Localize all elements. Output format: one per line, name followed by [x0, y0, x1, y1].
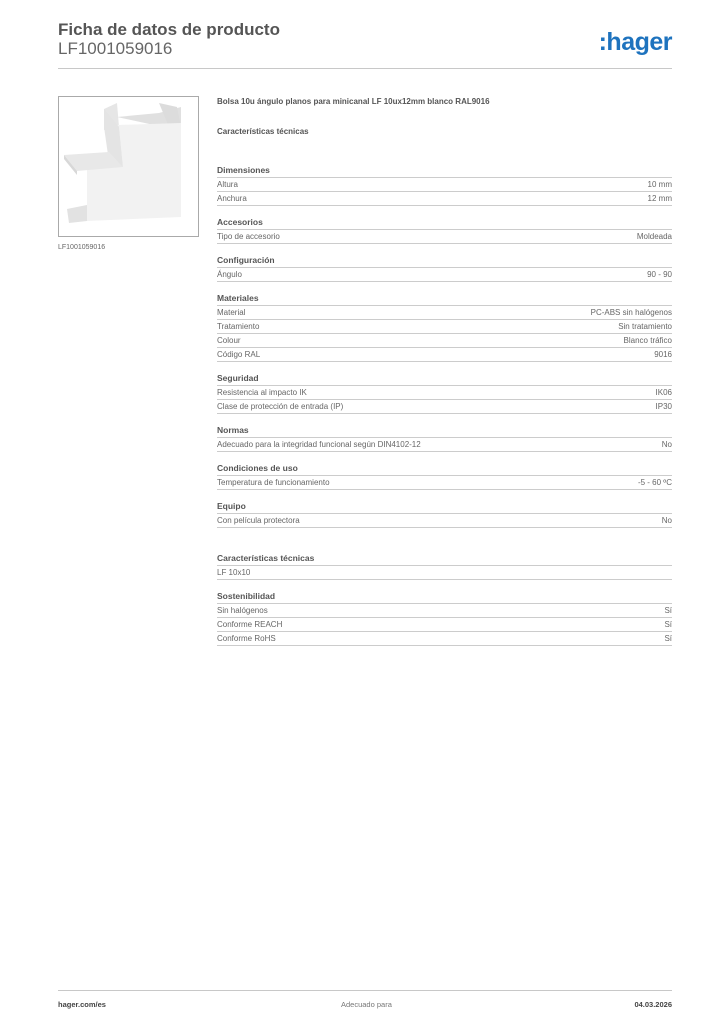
- footer-divider: [58, 990, 672, 991]
- footer-website: hager.com/es: [58, 1000, 106, 1009]
- spec-label: Tratamiento: [217, 322, 260, 331]
- spec-value: 12 mm: [647, 194, 672, 203]
- spec-value: IP30: [655, 402, 672, 411]
- spec-value: 10 mm: [647, 180, 672, 189]
- page-title: Ficha de datos de producto: [58, 20, 280, 39]
- spec-row: [217, 348, 672, 362]
- section-title: Seguridad: [217, 372, 672, 386]
- spec-row: [217, 386, 672, 400]
- spec-row: [217, 320, 672, 334]
- spec-row: [217, 632, 672, 646]
- spec-label: Material: [217, 308, 246, 317]
- section-title: Dimensiones: [217, 164, 672, 178]
- section-title: Normas: [217, 424, 672, 438]
- spec-label: Resistencia al impacto IK: [217, 388, 307, 397]
- section-title: Accesorios: [217, 216, 672, 230]
- spec-section: [217, 590, 672, 646]
- spec-row: [217, 618, 672, 632]
- spec-value: Sí: [664, 620, 672, 629]
- spec-label: Adecuado para la integridad funcional según DIN4102-12: [217, 440, 421, 449]
- image-caption: LF1001059016: [58, 244, 106, 251]
- spec-value: PC-ABS sin halógenos: [590, 308, 672, 317]
- section-title: Materiales: [217, 292, 672, 306]
- section-title: Configuración: [217, 254, 672, 268]
- section-title: Equipo: [217, 500, 672, 514]
- spec-value: Sí: [664, 606, 672, 615]
- hager-logo: :hager: [598, 28, 672, 56]
- spec-value: 90 - 90: [647, 270, 672, 279]
- spec-label: Clase de protección de entrada (IP): [217, 402, 344, 411]
- spec-label: Altura: [217, 180, 238, 189]
- spec-value: Blanco tráfico: [623, 336, 672, 345]
- product-description: Bolsa 10u ángulo planos para minicanal LF 10ux12mm blanco RAL9016: [217, 97, 490, 106]
- footer-date: 04.03.2026: [634, 1000, 672, 1009]
- spec-section: [217, 500, 672, 528]
- spec-section: [217, 552, 672, 580]
- spec-value: Sin tratamiento: [618, 322, 672, 331]
- spec-row: [217, 476, 672, 490]
- spec-row: [217, 268, 672, 282]
- spec-section: [217, 216, 672, 244]
- spec-value: IK06: [655, 388, 672, 397]
- spec-section: [217, 462, 672, 490]
- spec-section: [217, 372, 672, 414]
- spec-label: Código RAL: [217, 350, 261, 359]
- spec-section: [217, 254, 672, 282]
- spec-label: LF 10x10: [217, 568, 251, 577]
- spec-row: [217, 604, 672, 618]
- header-divider: [58, 68, 672, 69]
- spec-row: [217, 192, 672, 206]
- spec-row: [217, 400, 672, 414]
- spec-value: Moldeada: [636, 232, 672, 241]
- spec-value: -5 - 60 ºC: [637, 478, 672, 487]
- section-title: Sostenibilidad: [217, 590, 672, 604]
- spec-value: Sí: [664, 634, 672, 643]
- spec-value: No: [661, 516, 672, 525]
- spec-row: [217, 230, 672, 244]
- spec-label: Temperatura de funcionamiento: [217, 478, 330, 487]
- spec-label: Conforme REACH: [217, 620, 283, 629]
- section-title: Condiciones de uso: [217, 462, 672, 476]
- product-code: LF1001059016: [58, 39, 173, 58]
- spec-sheet: [217, 97, 672, 646]
- footer-center: Adecuado para: [341, 1000, 392, 1009]
- spec-section: [217, 424, 672, 452]
- spec-label: Colour: [217, 336, 241, 345]
- product-image: [58, 96, 199, 237]
- spec-section: [217, 164, 672, 206]
- spec-label: Sin halógenos: [217, 606, 268, 615]
- spec-row: [217, 334, 672, 348]
- spec-label: Anchura: [217, 194, 247, 203]
- spec-row: [217, 306, 672, 320]
- spec-row: [217, 438, 672, 452]
- spec-label: Conforme RoHS: [217, 634, 276, 643]
- spec-value: 9016: [654, 350, 672, 359]
- spec-row: [217, 566, 672, 580]
- spec-value: No: [661, 440, 672, 449]
- spec-label: Con película protectora: [217, 516, 300, 525]
- spec-row: [217, 514, 672, 528]
- main-heading: Características técnicas: [217, 127, 309, 136]
- spec-label: Tipo de accesorio: [217, 232, 280, 241]
- section-title: Características técnicas: [217, 552, 672, 566]
- spec-row: [217, 178, 672, 192]
- spec-label: Ángulo: [217, 270, 242, 279]
- spec-section: [217, 292, 672, 362]
